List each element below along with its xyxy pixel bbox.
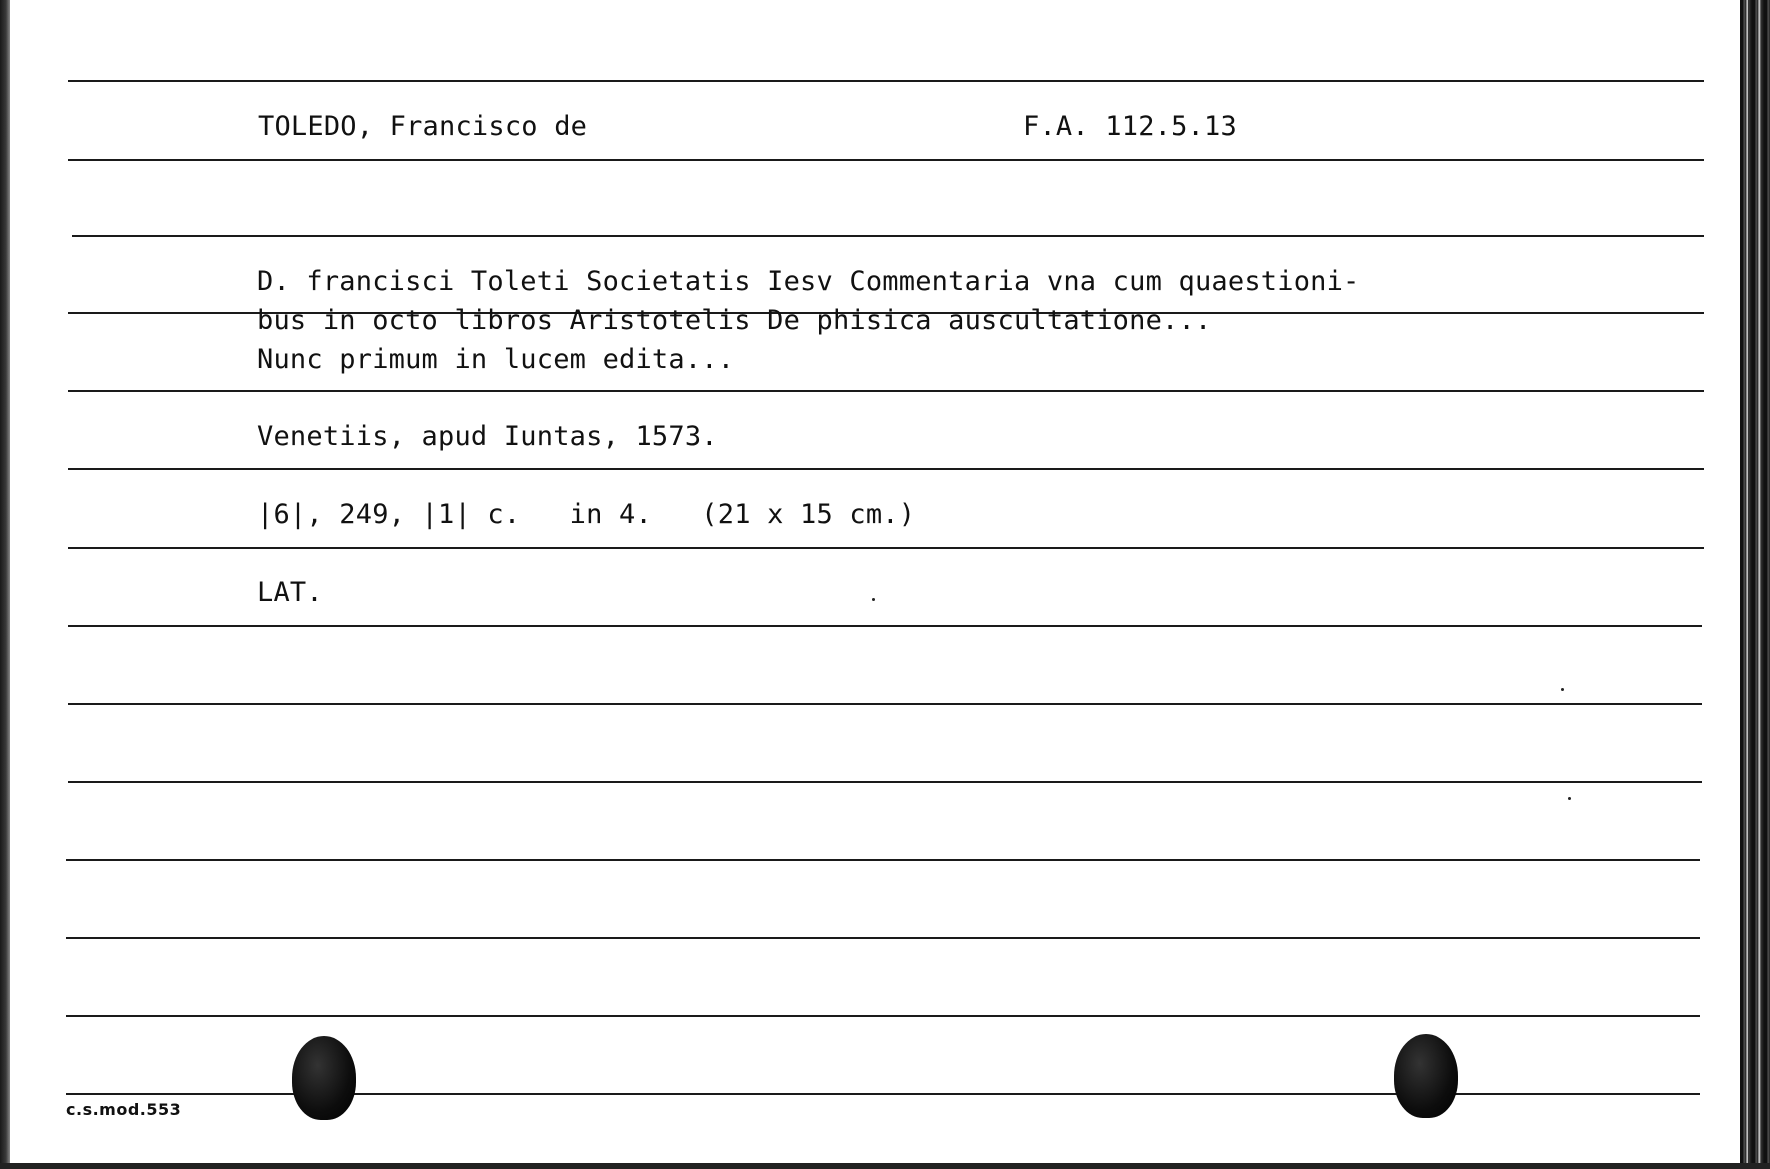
ruled-line [66,1015,1700,1017]
ruled-line [68,703,1702,705]
card-left-edge [0,0,10,1169]
punch-hole-right [1394,1034,1458,1118]
ruled-line [68,390,1704,392]
title-line: D. francisci Toleti Societatis Iesv Commentaria vna cum quaestioni- [257,266,1360,297]
ruled-line [68,159,1704,161]
ruled-line [68,468,1704,470]
card-right-edge-line [1748,0,1750,1169]
speck [1568,797,1571,800]
shelfmark: F.A. 112.5.13 [1023,111,1237,142]
ruled-line [68,781,1702,783]
punch-hole-left [292,1036,356,1120]
card-bottom-edge [0,1163,1770,1169]
speck [872,598,875,601]
imprint: Venetiis, apud Iuntas, 1573. [257,421,718,452]
ruled-line [68,625,1702,627]
title-line: Nunc primum in lucem edita... [257,344,735,375]
author-heading: TOLEDO, Francisco de [258,111,588,142]
collation: |6|, 249, |1| c. in 4. (21 x 15 cm.) [257,499,916,530]
ruled-line [66,937,1700,939]
ruled-line [68,547,1704,549]
speck [1561,688,1564,691]
language: LAT. [257,577,323,608]
ruled-line [68,80,1704,82]
ruled-line [72,235,1704,237]
form-code: c.s.mod.553 [66,1100,182,1119]
card-right-edge [1740,0,1770,1169]
ruled-line [66,859,1700,861]
title-line: bus in octo libros Aristotelis De phisica auscultatione... [257,305,1212,336]
